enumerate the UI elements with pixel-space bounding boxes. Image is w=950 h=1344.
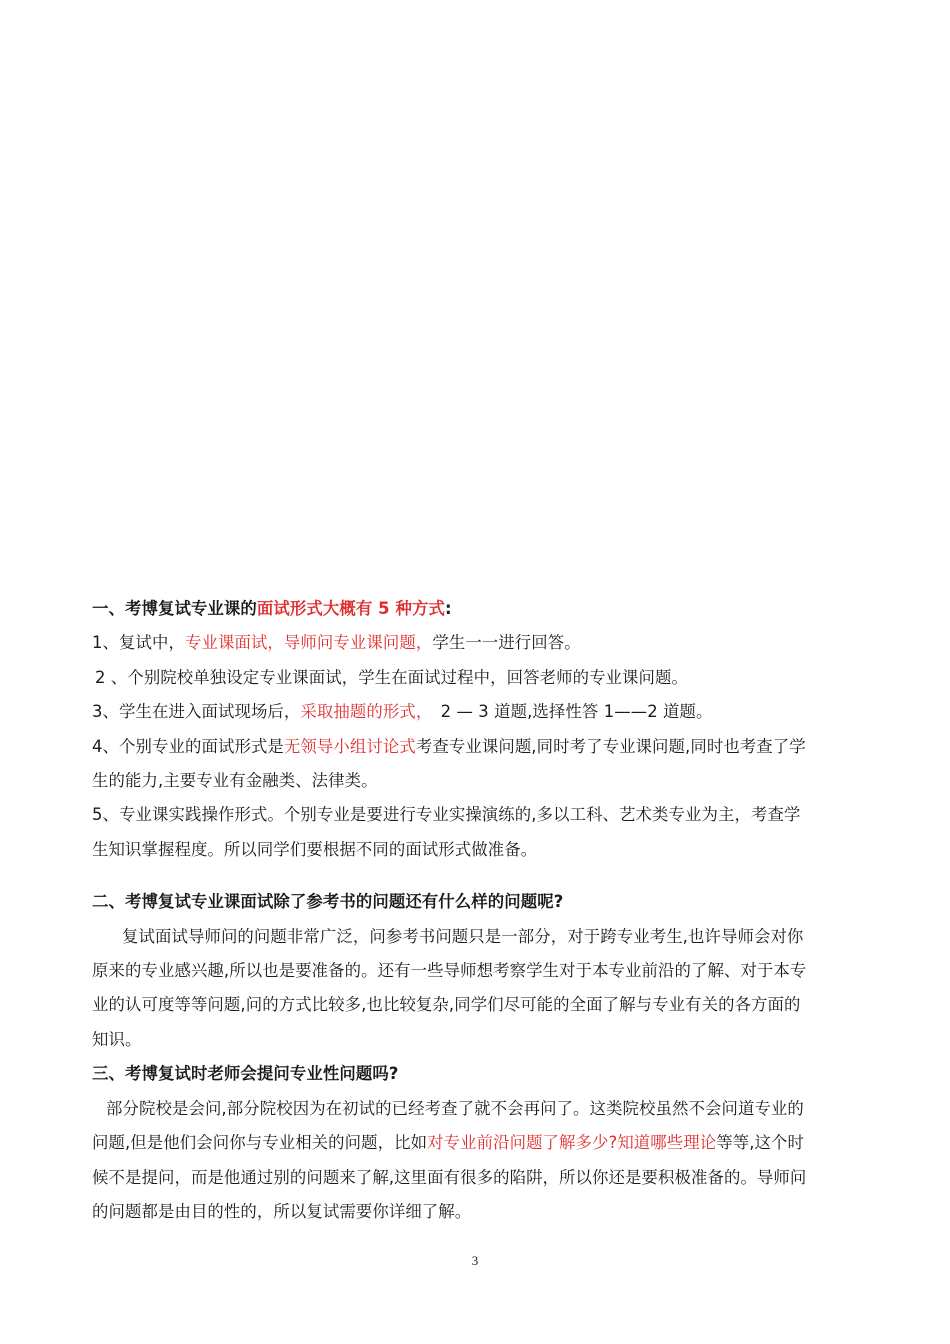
item4-line2: 生的能力,主要专业有金融类、法律类。: [92, 771, 378, 791]
item3-suffix: 2 — 3 道题,选择性答 1——2 道题。: [424, 702, 713, 722]
item3-highlight: 采取抽题的形式，: [300, 702, 425, 722]
item2-text: 2 、个别院校单独设定专业课面试，学生在面试过程中，回答老师的专业课问题。: [95, 667, 689, 687]
item5-line1: 5、专业课实践操作形式。个别专业是要进行专业实操演练的,多以工科、艺术类专业为主，考查学: [92, 805, 801, 825]
section3-heading: 三、考博复试时老师会提问专业性问题吗?: [92, 1064, 399, 1084]
item1-highlight: 专业课面试，导师问专业课问题，: [184, 633, 433, 653]
section3-paragraph-line1: 部分院校是会问,部分院校因为在初试的已经考查了就不会再问了。这类院校虽然不会问道专业的: [106, 1098, 804, 1118]
section1-item1: [92, 626, 862, 660]
section3-line2-prefix: 问题,但是他们会问你与专业相关的问题，比如: [92, 1133, 428, 1153]
section2-heading: 二、考博复试专业课面试除了参考书的问题还有什么样的问题呢?: [92, 892, 564, 912]
document-body: [92, 592, 862, 1229]
section3-paragraph-line4: 的问题都是由目的性的，所以复试需要你详细了解。: [92, 1201, 472, 1221]
item4-suffix: 考查专业课问题,同时考了专业课问题,同时也考查了学: [415, 736, 806, 756]
section2-paragraph-line3: 业的认可度等等问题,问的方式比较多,也比较复杂,同学们尽可能的全面了解与专业有关的各方面的: [92, 995, 801, 1015]
section1-item2: [92, 661, 862, 695]
section1-item3: [92, 695, 862, 729]
section1-item5: [92, 798, 862, 832]
section1-heading-highlight: 面试形式大概有 5 种方式: [256, 599, 445, 618]
section1-heading-colon: :: [444, 599, 452, 618]
item4-highlight: 无领导小组讨论式: [283, 736, 416, 756]
section3-paragraph-line2: [92, 1126, 862, 1160]
item1-prefix: 1、复试中，: [92, 633, 185, 653]
item3-prefix: 3、学生在进入面试现场后，: [92, 702, 301, 722]
section-gap: [92, 867, 862, 885]
section1-item5-continued: [92, 833, 862, 867]
section1-item4: [92, 730, 862, 764]
page-number: 3: [471, 1253, 479, 1268]
section1-heading-part1: 一、考博复试专业课的: [92, 599, 257, 618]
section3-paragraph-line3: 候不是提问，而是他通过别的问题来了解,这里面有很多的陷阱，所以你还是要积极准备的。导师问: [92, 1167, 807, 1187]
item1-suffix: 学生一一进行回答。: [432, 633, 581, 653]
item5-line2: 生知识掌握程度。所以同学们要根据不同的面试形式做准备。: [92, 839, 538, 859]
section1-heading: [92, 592, 862, 626]
section2-paragraph-line4: 知识。: [92, 1029, 142, 1049]
section1-item4-continued: [92, 764, 862, 798]
section2-paragraph-line1: 复试面试导师问的问题非常广泛，问参考书问题只是一部分，对于跨专业考生,也许导师会对你: [122, 926, 804, 946]
section2-paragraph-line2: 原来的专业感兴趣,所以也是要准备的。还有一些导师想考察学生对于本专业前沿的了解、对于本专: [92, 961, 807, 981]
section3-line2-highlight: 对专业前沿问题了解多少?知道哪些理论: [427, 1133, 717, 1153]
section3-line2-suffix: 等等,这个时: [716, 1133, 805, 1153]
item4-prefix: 4、个别专业的面试形式是: [92, 736, 284, 756]
